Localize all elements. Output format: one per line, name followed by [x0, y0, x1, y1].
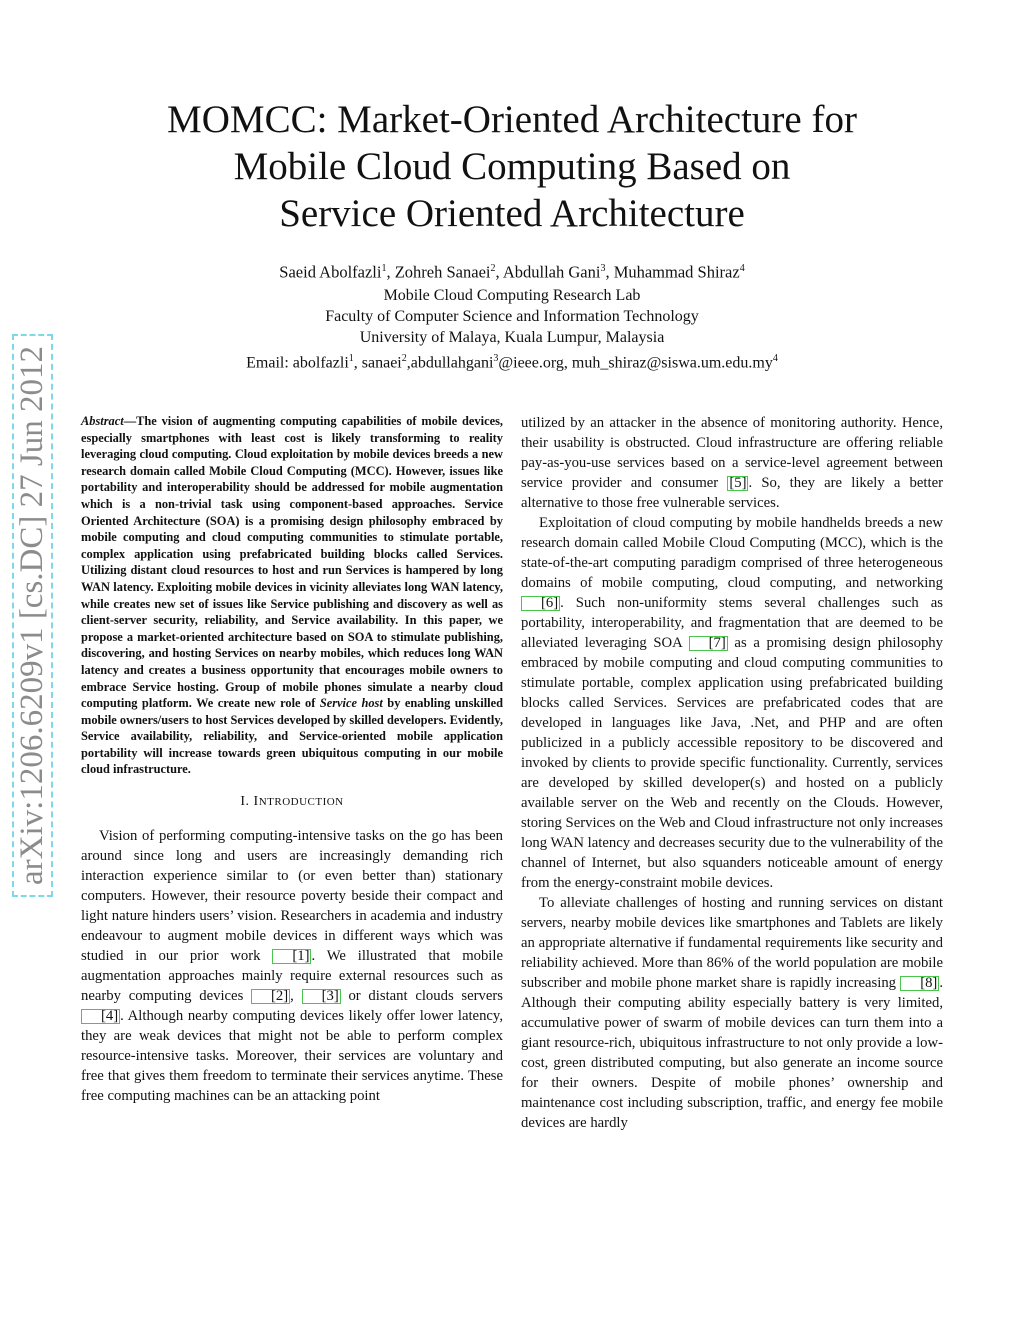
paragraph-text: utilized by an attacker in the absence of monitoring authority. Hence, their usability is obstructed. Cloud infrastructure are offering reliable pay-as-you-use services based on a service-level agreement between service provider and consumer — [521, 415, 943, 491]
paragraph-text: or distant clouds servers — [340, 988, 503, 1005]
author-sep: , — [386, 262, 395, 282]
email-sup: 1 — [348, 352, 354, 364]
email-text: Email: abolfazli — [246, 353, 349, 371]
section-numeral: I. — [240, 794, 254, 810]
affiliation-university: University of Malaya, Kuala Lumpur, Malaysia — [359, 328, 665, 346]
email-text: @ieee.org, muh_shiraz@siswa.um.edu.my — [498, 353, 773, 371]
author-sup: 3 — [600, 263, 606, 274]
author-sup: 2 — [490, 263, 496, 274]
affiliation-lab: Mobile Cloud Computing Research Lab — [383, 286, 641, 304]
citation-link[interactable]: [7] — [689, 636, 728, 651]
author-sep: , — [605, 262, 614, 282]
paragraph-text: , — [290, 988, 302, 1005]
author-sep: , — [495, 262, 503, 282]
paragraph-text: To alleviate challenges of hosting and running services on distant servers, nearby mobile devices like smartphones and Tablets are likely an appropriate alternative if fundamental requirements like security and reliability achieved. More than 86% of the world population are mobile subscriber and mobile phone market share is rapidly increasing — [521, 895, 943, 991]
paper-title — [120, 96, 904, 237]
paragraph-text: Exploitation of cloud computing by mobile handhelds breeds a new research domain called Mobile Cloud Computing (MCC), which is the state-of-the-art computing paradigm comprised of three heterogeneous domains of mobile computing, cloud computing, and networking — [521, 515, 943, 591]
author-block — [120, 258, 904, 373]
section-heading-rest: NTRODUCTION — [258, 796, 344, 809]
section-heading-introduction — [81, 792, 503, 812]
body-paragraph — [521, 513, 943, 893]
citation-link[interactable]: [3] — [302, 989, 341, 1004]
citation-link[interactable]: [6] — [521, 596, 560, 611]
author-list — [120, 258, 904, 283]
citation-link[interactable]: [5] — [729, 475, 747, 491]
abstract-emphasis: Service host — [319, 696, 383, 711]
citation-link[interactable]: [2] — [251, 989, 290, 1004]
arxiv-stamp — [0, 326, 64, 904]
author-name: Abdullah Gani — [502, 262, 601, 282]
paragraph-text: . Although their computing ability especially battery is very limited, accumulative power of swarm of mobile devices can turn them into a giant resource-rich, ubiquitous infrastructure to not only provide a low-cost, green distributed computing, but also generate an income source for their owners. Despite of mobile phones’ ownership and maintenance cost including subscription, traffic, and energy fee mobile devices are hardly — [521, 975, 943, 1131]
paragraph-text: . We illustrated that mobile augmentation approaches mainly require external resources such as nearby computing devices — [81, 948, 503, 1005]
email-sup: 3 — [493, 352, 499, 364]
email-sup: 2 — [401, 352, 407, 364]
paragraph-text: . So, they are likely a better alternative to those free vulnerable services. — [521, 475, 943, 511]
email-sup: 4 — [772, 352, 778, 364]
abstract-dash: — — [123, 414, 137, 428]
author-name: Saeid Abolfazli — [279, 262, 382, 282]
citation-link[interactable]: [1] — [272, 949, 311, 964]
arxiv-identifier: arXiv:1206.6209v1 [cs.DC] 27 Jun 2012 — [12, 334, 53, 897]
title-line-3: Service Oriented Architecture — [279, 192, 745, 235]
author-name: Zohreh Sanaei — [394, 262, 491, 282]
email-text: , sanaei — [353, 353, 402, 371]
right-column — [521, 413, 943, 1133]
email-text: ,abdullahgani — [406, 353, 494, 371]
paragraph-text: . Such non-uniformity stems several challenges such as portability, interoperability, and fragmentation that are deemed to be alleviated leveraging SOA — [521, 595, 943, 651]
paragraph-text: as a promising design philosophy embraced by mobile computing and cloud computing communities to stimulate portable, complex application using prefabricated building blocks called Services. Services are prefabricated codes that are developed in languages like Java, .Net, and PHP and are often publicized in a publicly accessible repository to be discovered and invoked by clients to provide specific functionality. Currently, services are developed by skilled developer(s) and hosted on a publicly available server on the Web and recently on the Clouds. However, storing Services on the Web and Cloud infrastructure not only increases long WAN latency and decreases security due to the vulnerability of the channel of Internet, but also squanders noticeable amount of energy from the energy-constraint mobile devices. — [521, 635, 943, 891]
author-sup: 4 — [739, 263, 745, 274]
body-paragraph — [521, 413, 943, 513]
author-emails — [120, 348, 904, 373]
title-line-2: Mobile Cloud Computing Based on — [233, 145, 791, 188]
abstract-body: by enabling unskilled mobile owners/users to host Services developed by skilled developers. Evidently, Service availability, reliability, and Service-oriented mobile application portability will increase towards green ubiquitous computing in our mobile cloud infrastructure. — [81, 696, 504, 777]
section-heading-initial: I — [253, 794, 259, 810]
left-column — [81, 413, 503, 1106]
abstract-label: Abstract — [81, 414, 124, 428]
citation-link[interactable]: [8] — [900, 976, 939, 991]
body-paragraph — [521, 893, 943, 1133]
abstract-body: The vision of augmenting computing capabilities of mobile devices, especially smartphones with least cost is likely transforming to reality leveraging cloud computing. Cloud exploitation by mobile devices breeds a new research domain called Mobile Cloud Computing (MCC). However, issues like portability and interoperability should be addressed for mobile augmentation which is a non-trivial task using component-based approaches. Service Oriented Architecture (SOA) is a promising design philosophy embraced by mobile computing and cloud computing communities to stimulate portable, complex application using prefabricated building blocks called Services. Utilizing distant cloud resources to host and run Services is hampered by long WAN latency. Exploiting mobile devices in vicinity alleviates long WAN latency, while creates new set of issues like Service publishing and discovery as well as client-server security, reliability, and Service availability. In this paper, we propose a market-oriented architecture based on SOA to stimulate publishing, discovering, and hosting Services on nearby mobiles, which reduces long WAN latency and creates a business opportunity that encourages mobile owners to embrace Service hosting. Group of mobile phones simulate a nearby cloud computing platform. We create new role of — [81, 414, 503, 711]
affiliation-faculty: Faculty of Computer Science and Information Technology — [325, 307, 699, 325]
author-name: Muhammad Shiraz — [613, 262, 740, 282]
abstract — [81, 413, 503, 778]
paragraph-text: Vision of performing computing-intensive tasks on the go has been around since long and users are increasingly demanding rich interaction experience similar to (or even better than) stationary computers. However, their resource poverty beside their compact and light nature hinders users’ vision. Researchers in academia and industry endeavour to augment mobile devices in different ways which was studied in our prior work — [81, 828, 503, 965]
title-line-1: MOMCC: Market-Oriented Architecture for — [167, 98, 857, 141]
author-sup: 1 — [381, 263, 387, 274]
intro-paragraph — [81, 826, 503, 1106]
paragraph-text: . Although nearby computing devices likely offer lower latency, they are weak devices that might not be able to perform complex resource-intensive tasks. Moreover, their services are voluntary and free that gives them freedom to terminate their services anytime. These free computing machines can be an attacking point — [81, 1008, 503, 1105]
citation-link[interactable]: [4] — [81, 1009, 120, 1024]
